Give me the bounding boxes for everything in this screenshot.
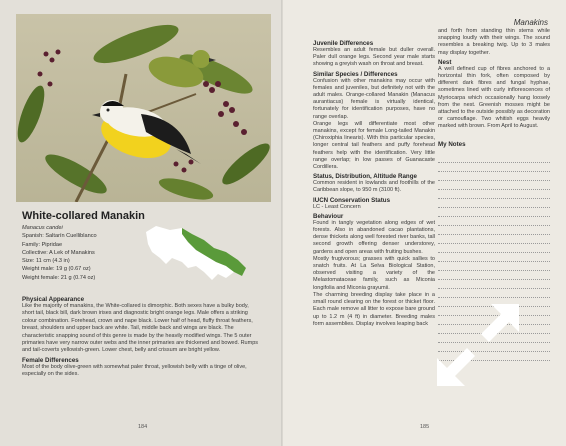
status-heading: Status, Distribution, Altitude Range bbox=[313, 173, 417, 181]
iucn-text: LC - Least Concern bbox=[313, 203, 361, 210]
species-info bbox=[22, 224, 142, 282]
note-line[interactable] bbox=[438, 271, 550, 280]
nest-heading: Nest bbox=[438, 58, 452, 66]
note-line[interactable] bbox=[438, 217, 550, 226]
note-line[interactable] bbox=[438, 181, 550, 190]
note-line[interactable] bbox=[438, 163, 550, 172]
info-size: Size: 11 cm (4.3 in) bbox=[22, 258, 70, 265]
note-line[interactable] bbox=[438, 154, 550, 163]
range-map bbox=[142, 222, 252, 290]
similar-text-1: Confusion with other manakins may occur with females and juveniles, but definitely not with the adult males. Orange-collared Manakin (Manacus aurantiacus) female is virtually identical, fortunately for identification purposes, have no range overlap. bbox=[313, 77, 435, 120]
note-line[interactable] bbox=[438, 280, 550, 289]
note-line[interactable] bbox=[438, 172, 550, 181]
behaviour-heading: Behaviour bbox=[313, 212, 344, 220]
right-page bbox=[283, 0, 566, 446]
info-weight-male: Weight male: 19 g (0.67 oz) bbox=[22, 266, 91, 273]
note-line[interactable] bbox=[438, 244, 550, 253]
status-text: Common resident in lowlands and foothills of the Caribbean slope, to 950 m (3100 ft). bbox=[313, 180, 435, 194]
physical-heading: Physical Appearance bbox=[22, 296, 85, 303]
info-spanish: Spanish: Saltarín Cuelliblanco bbox=[22, 233, 97, 240]
behaviour-text-3: The charming breeding display take place in a small round clearing on the forest or thicket floor. Each male remove all litter to expose bare ground up to 1.2 m (4 ft) in diameter. Breeding males form assemblies. Display involves leaping back bbox=[313, 291, 435, 327]
similar-heading: Similar Species / Differences bbox=[313, 70, 398, 78]
page-number-left: 184 bbox=[138, 424, 148, 430]
female-heading: Female Differences bbox=[22, 356, 79, 364]
juvenile-text: Resembles an adult female but duller overall. Paler dull orange legs. Second year male starts showing a greyish wash on throat and breast. bbox=[313, 47, 435, 68]
note-line[interactable] bbox=[438, 190, 550, 199]
note-line[interactable] bbox=[438, 289, 550, 298]
iucn-heading: IUCN Conservation Status bbox=[313, 196, 391, 204]
female-text: Most of the body olive-green with somewhat paler throat, yellowish belly with a tinge of olive, especially on the sides. bbox=[22, 363, 247, 378]
info-weight-female: Weight female: 21 g (0.74 oz) bbox=[22, 274, 96, 281]
nest-text: A well defined cup of fibres anchored to a horizontal thin fork, often composed by different dark fibres and fungal hyphae, sometimes lined with curly inflorescences of Myriocarpa which occasionally hang loosely from the nest. Greenish mosses might be attached to the outside possibly as decoration or camouflage. Two whitish eggs heavily marked with brown. From April to August. bbox=[438, 65, 550, 130]
notes-heading: My Notes bbox=[438, 140, 466, 148]
behaviour-text-1: Found in tangly vegetation along edges of wet forests. Also in abandoned cacao plantations, dense thickets along well forested river banks, tall second growth offering denser understorey, gardens and open areas with fruiting bushes. bbox=[313, 219, 435, 255]
note-line[interactable] bbox=[438, 226, 550, 235]
left-body-text bbox=[22, 294, 262, 379]
running-head: Manakins bbox=[513, 18, 548, 27]
bird-illustration bbox=[16, 14, 271, 202]
note-line[interactable] bbox=[438, 235, 550, 244]
behaviour-continued: and forth from standing thin stems while snapping loudly with their wings. The sound resembles a breaking twig. Up to 3 males may display together. bbox=[438, 28, 550, 56]
right-column-1 bbox=[313, 38, 435, 328]
physical-text: Like the majority of manakins, the White-collared is dimorphic. Both sexes have a bulky body, short tail, black bill, dark brown irises and diagnostic bright orange legs. Male offers a striking colour combination. Forehead, crown and nape black. Lower half of head, fluffy throat feathers, breast, shoulders and upper back are white. Tail, middle back and wings are black. The characteristic snapping sound of this genre is made by the heavily modified wings. The 5 outer primaries have very narrow outer webs and the inner primaries are thickened and bowed. Rumps and tail-coverts yellowish-green. Lower chest, belly and crissum are bright yellow. bbox=[22, 303, 259, 354]
note-line[interactable] bbox=[438, 253, 550, 262]
info-family: Family: Pipridae bbox=[22, 241, 63, 248]
note-line[interactable] bbox=[438, 199, 550, 208]
expand-arrows-icon[interactable] bbox=[433, 300, 523, 390]
behaviour-text-2: Mostly frugivorous; grasses with quick sallies to snatch fruits. At La Selva Biological Station, observed visiting a variety of the Melastomataceae family, such as Miconia longifolia and Miconia grayumii. bbox=[313, 255, 435, 291]
scientific-name: Manacus candei bbox=[22, 225, 63, 231]
info-collective: Collective: A Lek of Manakins bbox=[22, 249, 95, 256]
page-number-right: 185 bbox=[420, 424, 430, 430]
similar-text-2: Orange legs will differentiate most other manakins, except for female Long-tailed Manakin (Chiroxiphia linearis). With this particular species, longer central tail feathers and puffy forehead feathers help with the identification. Very little range overlap; in low passes of Guanacaste Cordillera. bbox=[313, 120, 435, 171]
juvenile-heading: Juvenile Differences bbox=[313, 40, 374, 47]
note-line[interactable] bbox=[438, 208, 550, 217]
note-line[interactable] bbox=[438, 262, 550, 271]
species-name: White-collared Manakin bbox=[22, 210, 145, 222]
